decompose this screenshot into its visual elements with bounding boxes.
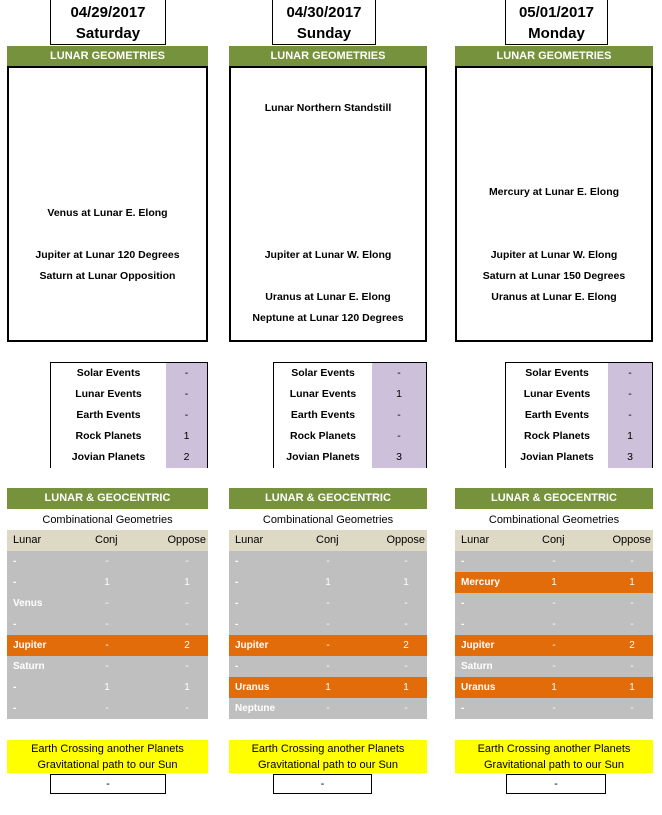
row-planet: Jupiter <box>461 640 495 651</box>
row-conj: - <box>105 640 109 651</box>
combo-table-row <box>229 593 427 614</box>
earth-crossing-box <box>229 740 427 773</box>
combo-table-row <box>229 635 427 656</box>
combo-table-row <box>229 677 427 698</box>
row-conj: - <box>552 556 556 567</box>
summary-row <box>274 447 426 468</box>
row-planet: - <box>235 577 239 588</box>
row-conj: - <box>326 640 330 651</box>
row-planet: Uranus <box>461 682 496 693</box>
row-planet: Saturn <box>461 661 493 672</box>
summary-value: 1 <box>166 426 207 447</box>
summary-label: Rock Planets <box>274 426 372 447</box>
col-oppose: Oppose <box>612 534 651 546</box>
lunar-geometries-header: LUNAR GEOMETRIES <box>7 46 208 67</box>
summary-row <box>506 447 652 468</box>
summary-label: Solar Events <box>506 363 608 384</box>
combo-table-row <box>7 593 208 614</box>
row-planet: - <box>461 556 465 567</box>
col-lunar: Lunar <box>461 534 490 546</box>
summary-value: 3 <box>608 447 652 468</box>
row-planet: - <box>13 703 17 714</box>
combo-table-row <box>229 551 427 572</box>
summary-value: - <box>166 405 207 426</box>
row-conj: - <box>326 556 330 567</box>
summary-label: Rock Planets <box>506 426 608 447</box>
summary-label: Solar Events <box>274 363 372 384</box>
row-planet: - <box>235 619 239 630</box>
weekday-label: Monday <box>528 25 585 42</box>
combo-table-row <box>229 572 427 593</box>
col-oppose: Oppose <box>167 534 206 546</box>
row-conj: - <box>105 703 109 714</box>
lunar-event: Uranus at Lunar E. Elong <box>491 291 617 303</box>
summary-value: 1 <box>608 426 652 447</box>
row-planet: - <box>13 556 17 567</box>
row-oppose: - <box>404 703 408 714</box>
row-oppose: 1 <box>403 682 409 693</box>
combo-table-row <box>455 635 653 656</box>
lunar-event: Jupiter at Lunar W. Elong <box>264 249 392 261</box>
row-oppose: 1 <box>184 682 190 693</box>
combo-table-row <box>229 614 427 635</box>
row-conj: 1 <box>104 577 110 588</box>
combo-table-row <box>229 698 427 719</box>
summary-row <box>274 363 426 384</box>
lunar-event: Saturn at Lunar Opposition <box>39 270 176 282</box>
col-oppose: Oppose <box>386 534 425 546</box>
summary-label: Earth Events <box>274 405 372 426</box>
row-conj: - <box>105 598 109 609</box>
date-header <box>505 0 608 45</box>
lunar-event: Jupiter at Lunar W. Elong <box>490 249 618 261</box>
summary-value: 1 <box>372 384 426 405</box>
summary-value: - <box>608 405 652 426</box>
summary-row <box>274 405 426 426</box>
row-oppose: 2 <box>403 640 409 651</box>
events-summary <box>273 362 427 468</box>
combo-table-row <box>229 656 427 677</box>
row-conj: - <box>105 619 109 630</box>
row-oppose: 1 <box>629 577 635 588</box>
row-oppose: - <box>630 619 634 630</box>
summary-row <box>506 363 652 384</box>
summary-label: Earth Events <box>51 405 166 426</box>
earth-crossing-line2: Gravitational path to our Sun <box>483 759 625 771</box>
earth-crossing-value: - <box>273 774 372 794</box>
row-oppose: - <box>404 556 408 567</box>
summary-value: 3 <box>372 447 426 468</box>
row-conj: - <box>105 556 109 567</box>
row-planet: Jupiter <box>13 640 47 651</box>
combo-table-row <box>455 593 653 614</box>
summary-value: - <box>372 363 426 384</box>
summary-row <box>274 384 426 405</box>
combo-table-row <box>455 551 653 572</box>
summary-row <box>274 426 426 447</box>
row-planet: - <box>461 619 465 630</box>
earth-crossing-value: - <box>506 774 606 794</box>
summary-label: Lunar Events <box>506 384 608 405</box>
combinational-title: Combinational Geometries <box>262 514 394 526</box>
row-oppose: - <box>185 661 189 672</box>
row-oppose: - <box>630 661 634 672</box>
combo-table-row <box>7 614 208 635</box>
row-conj: - <box>552 640 556 651</box>
row-oppose: - <box>185 619 189 630</box>
row-oppose: - <box>404 598 408 609</box>
summary-row <box>51 405 207 426</box>
combo-table-row <box>455 572 653 593</box>
row-conj: - <box>552 619 556 630</box>
lunar-geocentric-header: LUNAR & GEOCENTRIC <box>7 488 208 509</box>
summary-label: Earth Events <box>506 405 608 426</box>
row-conj: 1 <box>325 577 331 588</box>
row-planet: - <box>235 556 239 567</box>
row-planet: - <box>13 619 17 630</box>
summary-value: - <box>608 384 652 405</box>
weekday-label: Saturday <box>75 25 141 42</box>
row-oppose: - <box>185 598 189 609</box>
summary-value: - <box>372 426 426 447</box>
combo-table-header <box>7 530 208 551</box>
col-lunar: Lunar <box>235 534 264 546</box>
summary-value: - <box>608 363 652 384</box>
row-conj: - <box>326 703 330 714</box>
row-conj: - <box>105 661 109 672</box>
combinational-title: Combinational Geometries <box>488 514 620 526</box>
summary-label: Lunar Events <box>274 384 372 405</box>
combo-table-row <box>455 614 653 635</box>
row-conj: - <box>552 598 556 609</box>
row-conj: - <box>552 661 556 672</box>
row-oppose: - <box>630 703 634 714</box>
row-oppose: 1 <box>403 577 409 588</box>
row-oppose: - <box>630 598 634 609</box>
summary-label: Jovian Planets <box>506 447 608 468</box>
combo-table-row <box>7 635 208 656</box>
row-planet: - <box>235 661 239 672</box>
date-header <box>50 0 166 45</box>
summary-label: Lunar Events <box>51 384 166 405</box>
summary-label: Solar Events <box>51 363 166 384</box>
col-conj: Conj <box>542 534 565 546</box>
summary-value: - <box>166 363 207 384</box>
row-planet: - <box>13 577 17 588</box>
summary-label: Jovian Planets <box>51 447 166 468</box>
row-planet: Mercury <box>461 577 500 588</box>
summary-label: Rock Planets <box>51 426 166 447</box>
row-oppose: 2 <box>184 640 190 651</box>
col-lunar: Lunar <box>13 534 42 546</box>
row-conj: - <box>326 661 330 672</box>
lunar-event: Venus at Lunar E. Elong <box>47 207 168 219</box>
row-planet: Venus <box>13 598 43 609</box>
summary-row <box>51 447 207 468</box>
row-planet: Uranus <box>235 682 270 693</box>
earth-crossing-line2: Gravitational path to our Sun <box>257 759 399 771</box>
row-conj: - <box>326 598 330 609</box>
summary-row <box>51 426 207 447</box>
col-conj: Conj <box>95 534 118 546</box>
combo-table-header <box>455 530 653 551</box>
events-summary <box>505 362 653 468</box>
row-conj: 1 <box>551 682 557 693</box>
weekday-label: Sunday <box>296 25 352 42</box>
earth-crossing-line1: Earth Crossing another Planets <box>251 743 405 755</box>
earth-crossing-box <box>455 740 653 773</box>
earth-crossing-box <box>7 740 208 773</box>
row-conj: 1 <box>551 577 557 588</box>
lunar-events-box <box>229 66 427 342</box>
combinational-title: Combinational Geometries <box>42 514 173 526</box>
row-oppose: 1 <box>629 682 635 693</box>
date-label: 04/29/2017 <box>70 4 146 21</box>
earth-crossing-value: - <box>50 774 166 794</box>
row-planet: Jupiter <box>235 640 269 651</box>
events-summary <box>50 362 208 468</box>
summary-value: - <box>166 384 207 405</box>
summary-row <box>51 363 207 384</box>
lunar-event: Uranus at Lunar E. Elong <box>265 291 391 303</box>
date-label: 05/01/2017 <box>518 4 595 21</box>
lunar-events-box <box>7 66 208 342</box>
combo-table-row <box>455 656 653 677</box>
summary-value: 2 <box>166 447 207 468</box>
lunar-geocentric-header: LUNAR & GEOCENTRIC <box>229 488 427 509</box>
row-oppose: - <box>630 556 634 567</box>
combo-table-row <box>7 572 208 593</box>
combo-table-header <box>229 530 427 551</box>
date-header <box>272 0 376 45</box>
combo-table-row <box>7 677 208 698</box>
lunar-event: Jupiter at Lunar 120 Degrees <box>35 249 180 261</box>
lunar-geometries-header: LUNAR GEOMETRIES <box>229 46 427 67</box>
row-oppose: - <box>404 619 408 630</box>
row-planet: - <box>461 598 465 609</box>
earth-crossing-line1: Earth Crossing another Planets <box>31 743 184 755</box>
summary-value: - <box>372 405 426 426</box>
lunar-event: Lunar Northern Standstill <box>264 102 392 114</box>
earth-crossing-line2: Gravitational path to our Sun <box>37 759 178 771</box>
row-planet: - <box>235 598 239 609</box>
summary-row <box>51 384 207 405</box>
row-planet: - <box>461 703 465 714</box>
lunar-event: Saturn at Lunar 150 Degrees <box>482 270 626 282</box>
row-oppose: 2 <box>629 640 635 651</box>
row-planet: Neptune <box>235 703 275 714</box>
lunar-event: Neptune at Lunar 120 Degrees <box>252 312 404 324</box>
summary-row <box>506 384 652 405</box>
row-conj: 1 <box>325 682 331 693</box>
lunar-events-box <box>455 66 653 342</box>
combo-table-row <box>455 677 653 698</box>
row-oppose: 1 <box>184 577 190 588</box>
lunar-geocentric-header: LUNAR & GEOCENTRIC <box>455 488 653 509</box>
lunar-event: Mercury at Lunar E. Elong <box>488 186 620 198</box>
row-conj: 1 <box>104 682 110 693</box>
col-conj: Conj <box>316 534 339 546</box>
summary-row <box>506 405 652 426</box>
lunar-geometries-header: LUNAR GEOMETRIES <box>455 46 653 67</box>
combo-table-row <box>455 698 653 719</box>
combo-table-row <box>7 698 208 719</box>
row-conj: - <box>552 703 556 714</box>
summary-row <box>506 426 652 447</box>
combo-table-row <box>7 656 208 677</box>
row-oppose: - <box>185 703 189 714</box>
date-label: 04/30/2017 <box>286 4 362 21</box>
earth-crossing-line1: Earth Crossing another Planets <box>477 743 631 755</box>
row-conj: - <box>326 619 330 630</box>
summary-label: Jovian Planets <box>274 447 372 468</box>
row-oppose: - <box>185 556 189 567</box>
row-planet: Saturn <box>13 661 45 672</box>
row-planet: - <box>13 682 17 693</box>
row-oppose: - <box>404 661 408 672</box>
combo-table-row <box>7 551 208 572</box>
